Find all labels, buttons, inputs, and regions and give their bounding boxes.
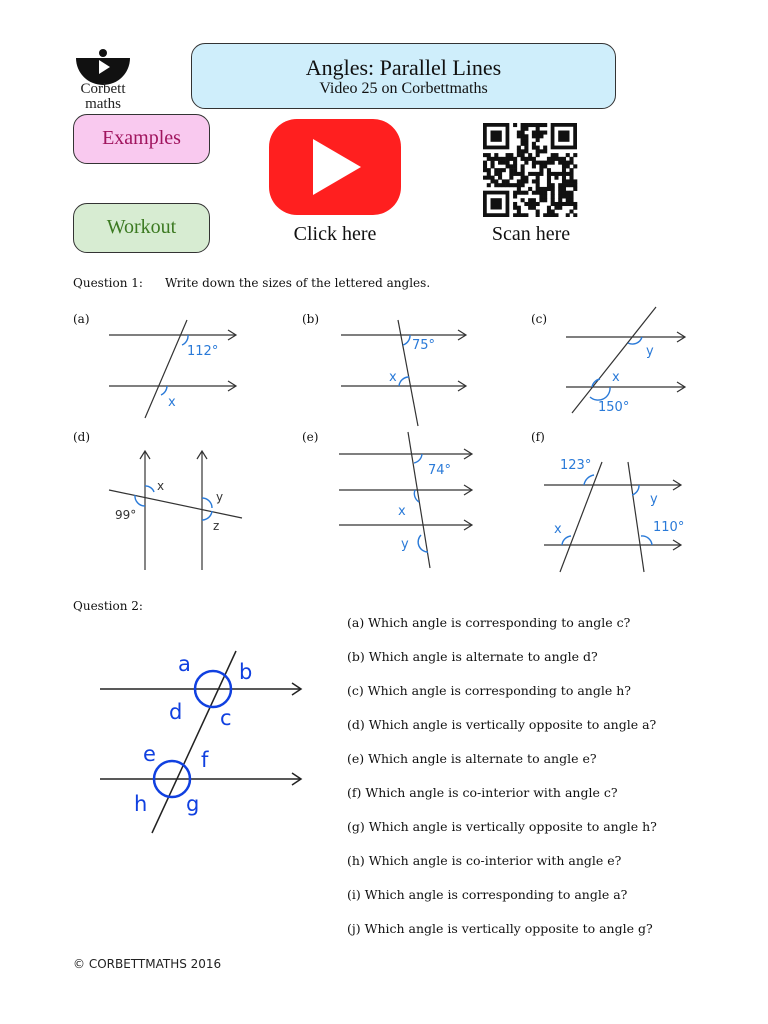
angle-d-99: 99° <box>115 508 137 522</box>
diagram-e <box>335 430 480 570</box>
q2-letter-a: a <box>178 652 191 676</box>
diagram-f <box>540 450 690 575</box>
question-1-title: Question 1: <box>73 276 143 290</box>
angle-e-74: 74° <box>428 463 452 478</box>
q2-letter-e: e <box>143 742 156 766</box>
angle-c-150: 150° <box>598 400 630 415</box>
q2-item-e: (e) Which angle is alternate to angle e? <box>347 751 597 766</box>
question-2-list <box>347 614 757 954</box>
diagram-c <box>562 305 692 420</box>
angle-d-y: y <box>216 490 224 504</box>
part-f-label: (f) <box>531 430 545 444</box>
angle-f-123: 123° <box>560 458 592 473</box>
part-b-label: (b) <box>302 312 320 326</box>
q2-item-f: (f) Which angle is co-interior with angle c? <box>347 785 618 800</box>
question-1-instruction: Write down the sizes of the lettered angles. <box>165 276 431 290</box>
angle-f-110: 110° <box>653 520 685 535</box>
q2-letter-g: g <box>186 792 200 816</box>
angle-b-x: x <box>389 370 397 385</box>
q2-letter-d: d <box>169 700 183 724</box>
qr-code-icon[interactable] <box>481 123 579 217</box>
q2-item-c: (c) Which angle is corresponding to angle h? <box>347 683 631 698</box>
angle-c-x: x <box>612 370 620 385</box>
angle-e-x: x <box>398 504 406 519</box>
q2-letter-b: b <box>239 660 253 684</box>
angle-b-75: 75° <box>412 338 436 353</box>
logo-text: Corbett maths <box>80 81 126 112</box>
angle-d-x: x <box>157 479 165 493</box>
workout-button[interactable]: Workout <box>73 203 210 253</box>
click-here-link[interactable]: Click here <box>293 223 377 245</box>
part-d-label: (d) <box>73 430 91 444</box>
diagram-a <box>105 318 245 423</box>
q2-letter-h: h <box>134 792 148 816</box>
footer-copyright: © CORBETTMATHS 2016 <box>73 957 222 971</box>
angle-d-z: z <box>213 519 220 533</box>
diagram-question-2 <box>96 645 311 840</box>
question-2-title: Question 2: <box>73 599 143 613</box>
title-box <box>191 43 616 109</box>
angle-a-112: 112° <box>187 344 219 359</box>
angle-c-y: y <box>646 344 654 359</box>
q2-item-d: (d) Which angle is vertically opposite to angle a? <box>347 717 657 732</box>
page-subtitle: Video 25 on Corbettmaths <box>319 80 488 97</box>
q2-letter-f: f <box>201 748 209 772</box>
part-e-label: (e) <box>302 430 319 444</box>
q2-letter-c: c <box>220 706 232 730</box>
part-c-label: (c) <box>531 312 548 326</box>
angle-e-y: y <box>401 537 409 552</box>
play-video-icon[interactable] <box>269 119 401 215</box>
diagram-d <box>105 448 255 573</box>
q2-item-h: (h) Which angle is co-interior with angle e? <box>347 853 622 868</box>
angle-a-x: x <box>168 395 176 410</box>
q2-item-a: (a) Which angle is corresponding to angle c? <box>347 615 631 630</box>
q2-item-b: (b) Which angle is alternate to angle d? <box>347 649 598 664</box>
angle-f-y: y <box>650 492 658 507</box>
page-title: Angles: Parallel Lines <box>305 55 502 80</box>
q2-item-j: (j) Which angle is vertically opposite to angle g? <box>347 921 653 936</box>
examples-button[interactable]: Examples <box>73 114 210 164</box>
part-a-label: (a) <box>73 312 90 326</box>
diagram-b <box>335 318 475 428</box>
q2-item-g: (g) Which angle is vertically opposite to angle h? <box>347 819 657 834</box>
q2-item-i: (i) Which angle is corresponding to angle a? <box>347 887 628 902</box>
angle-f-x: x <box>554 522 562 537</box>
scan-here-label: Scan here <box>491 223 571 245</box>
